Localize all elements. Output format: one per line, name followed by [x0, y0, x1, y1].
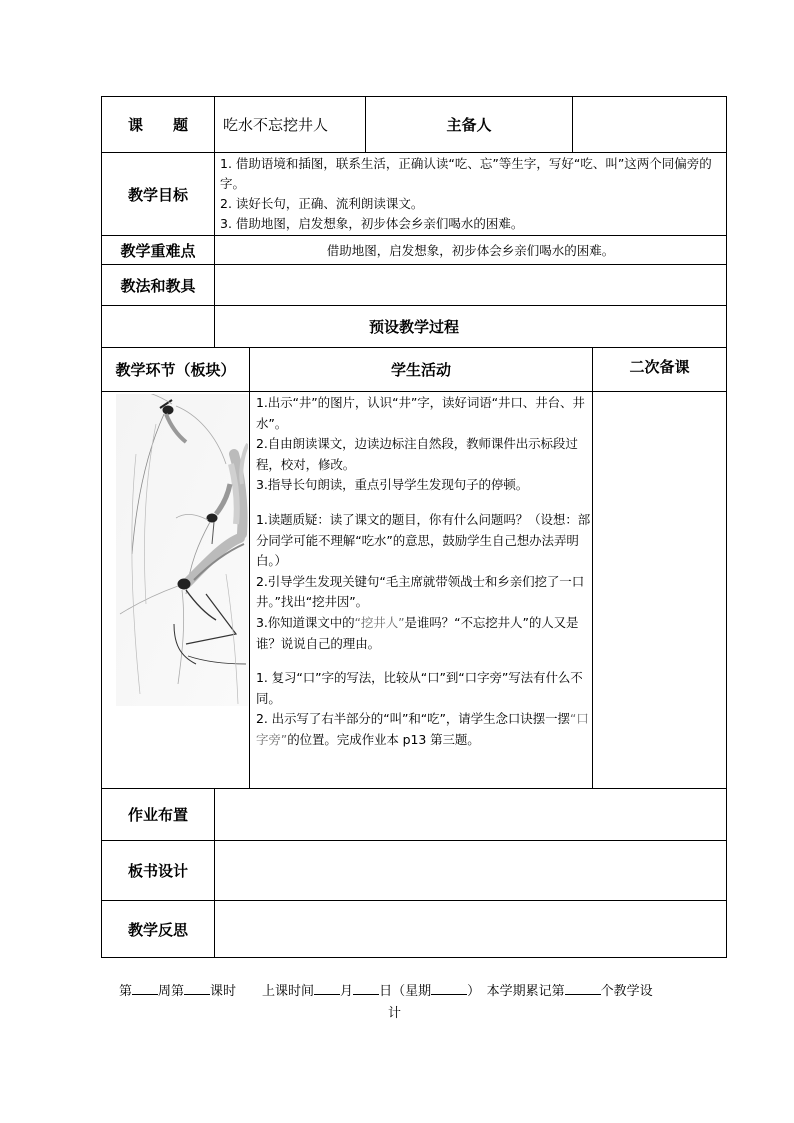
activity-column-header: 学生活动: [390, 361, 451, 379]
activity-item: 3.你知道课文中的“挖井人”是谁吗？“不忘挖井人”的人又是谁？说说自己的理由。: [256, 614, 579, 651]
reflection-value: [215, 901, 726, 957]
difficulty-value: 借助地图，启发想象，初步体会乡亲们喝水的困难。: [326, 243, 615, 258]
activity-item: 2.自由朗读课文，边读边标注自然段，教师课件出示标段过程，校对，修改。: [256, 436, 578, 472]
preparer-label: 主备人: [446, 116, 492, 134]
preparer-value: [573, 97, 726, 152]
count-blank[interactable]: [565, 982, 601, 995]
topic-label: 课 题: [127, 116, 188, 134]
activity-item: 1.出示“井”的图片，认识“井”字，读好词语“井口、井台、井水”。: [256, 395, 585, 431]
homework-label: 作业布置: [127, 806, 188, 824]
activity-item: 1. 复习“口”字的写法，比较从“口”到“口字旁”写法有什么不同。: [256, 670, 583, 706]
footer-line-2: 计: [388, 1006, 402, 1021]
activity-content: [256, 393, 592, 751]
process-title: 预设教学过程: [368, 318, 459, 336]
second-prep-column-header: 二次备课: [629, 357, 690, 376]
stage-column-header: 教学环节（板块）: [115, 361, 236, 379]
activity-item: 2. 出示写了右半部分的“叫”和“吃”，请学生念口诀摆一摆“口字旁”的位置。完成作业本 p13 第三题。: [256, 711, 589, 747]
activity-item: 3.指导长句朗读，重点引导学生发现句子的停顿。: [256, 477, 529, 493]
objective-item: 3. 借助地图，启发想象，初步体会乡亲们喝水的困难。: [220, 216, 524, 231]
month-blank[interactable]: [314, 982, 340, 995]
reflection-label: 教学反思: [127, 920, 188, 939]
weekday-blank[interactable]: [431, 982, 467, 995]
objectives-list: [220, 154, 723, 234]
methods-value: [215, 265, 726, 305]
shrimp-ink-painting: [116, 394, 248, 706]
difficulty-label: 教学重难点: [120, 241, 196, 260]
methods-label: 教法和教具: [120, 276, 196, 295]
objectives-label: 教学目标: [127, 185, 188, 204]
week-blank[interactable]: [132, 982, 158, 995]
period-blank[interactable]: [184, 982, 210, 995]
day-blank[interactable]: [353, 982, 379, 995]
objective-item: 2. 读好长句，正确、流利朗读课文。: [220, 196, 424, 211]
board-value: [215, 841, 726, 900]
footer-line: 第 周第 课时 上课时间 月 日（星期 ） 本学期累记第 个教学设: [119, 984, 653, 999]
activity-item: 1.读题质疑：读了课文的题目，你有什么问题吗？（设想：部分同学可能不理解“吃水”的意思，鼓励学生自己想办法弄明白。）: [256, 511, 591, 569]
topic-value: 吃水不忘挖井人: [223, 116, 329, 134]
homework-value: [215, 789, 726, 840]
objective-item: 1. 借助语境和插图，联系生活，正确认读“吃、忘”等生字，写好“吃、叫”这两个同偏旁的字。: [220, 156, 712, 191]
board-label: 板书设计: [127, 862, 188, 880]
activity-item: 2.引导学生发现关键句“毛主席就带领战士和乡亲们挖了一口井。”找出“挖井因”。: [256, 573, 585, 610]
